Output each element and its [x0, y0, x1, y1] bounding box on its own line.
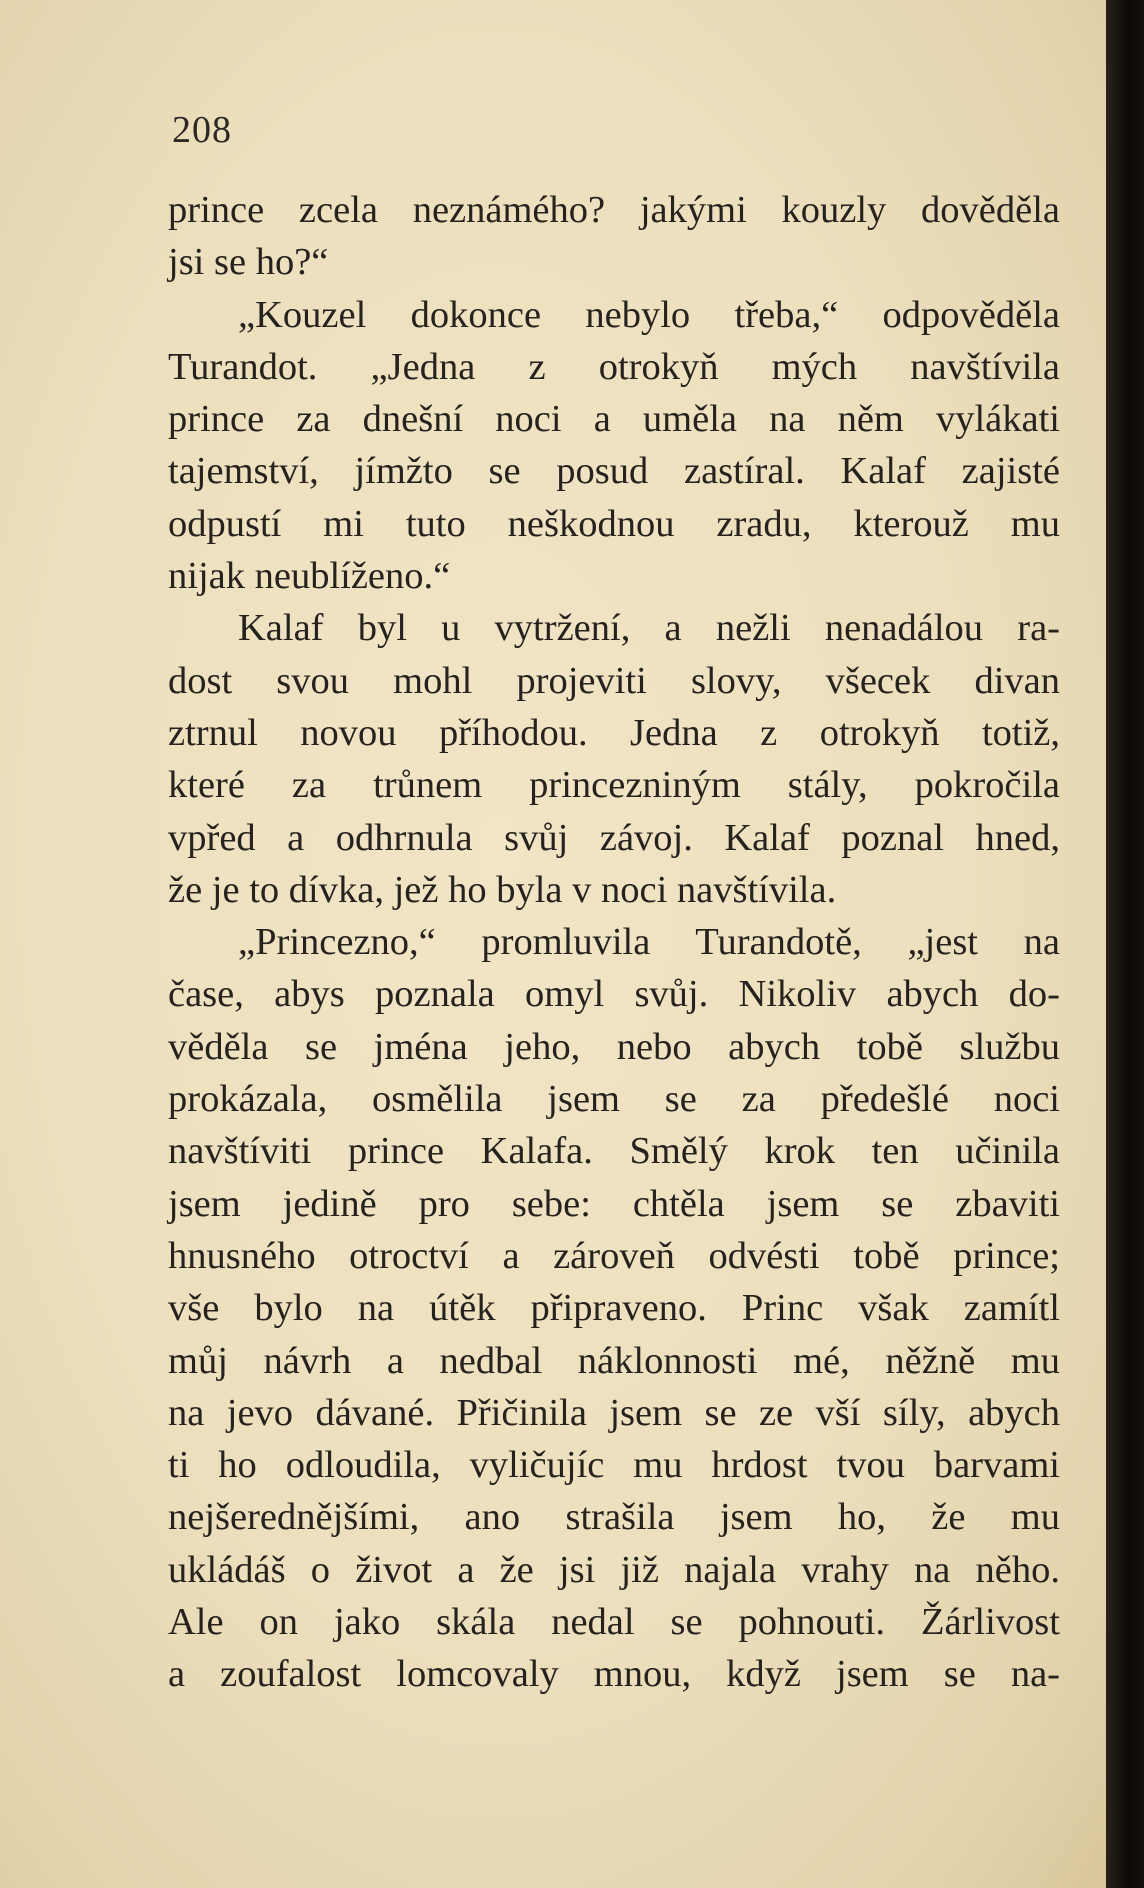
text-line: prince za dnešní noci a uměla na něm vylákati	[168, 398, 1060, 441]
text-line: vpřed a odhrnula svůj závoj. Kalaf poznal hned,	[168, 816, 1060, 859]
text-line: nijak neublíženo.“	[168, 555, 451, 598]
text-line: na jevo dávané. Přičinila jsem se ze vší síly, abych	[168, 1391, 1060, 1434]
text-line: tajemství, jímžto se posud zastíral. Kalaf zajisté	[168, 450, 1060, 493]
text-line: věděla se jména jeho, nebo abych tobě službu	[168, 1025, 1060, 1068]
text-line: můj návrh a nedbal náklonnosti mé, něžně mu	[168, 1339, 1060, 1382]
text-line: vše bylo na útěk připraveno. Princ však zamítl	[168, 1287, 1060, 1330]
text-line: Ale on jako skála nedal se pohnouti. Žárlivost	[168, 1601, 1060, 1644]
text-line: ukládáš o život a že jsi již najala vrahy na něho.	[168, 1548, 1060, 1591]
text-line: odpustí mi tuto neškodnou zradu, kterouž mu	[168, 502, 1060, 545]
text-line: dost svou mohl projeviti slovy, všecek divan	[168, 659, 1060, 702]
text-line: které za trůnem princezniným stály, pokročila	[168, 764, 1060, 807]
text-line: nejšerednějšími, ano strašila jsem ho, že mu	[168, 1496, 1060, 1539]
text-line: navštíviti prince Kalafa. Smělý krok ten učinila	[168, 1130, 1060, 1173]
text-line: Kalaf byl u vytržení, a nežli nenadálou ra-	[238, 607, 1060, 650]
body-text	[168, 184, 1060, 1701]
text-line: čase, abys poznala omyl svůj. Nikoliv abych do-	[168, 973, 1060, 1016]
text-line: že je to dívka, jež ho byla v noci navštívila.	[168, 868, 837, 911]
book-gutter	[1106, 0, 1144, 1888]
text-line: „Kouzel dokonce nebylo třeba,“ odpověděla	[238, 293, 1060, 336]
text-line: ti ho odloudila, vyličujíc mu hrdost tvou barvami	[168, 1444, 1060, 1487]
text-line: jsem jedině pro sebe: chtěla jsem se zbaviti	[168, 1182, 1060, 1225]
text-line: Turandot. „Jedna z otrokyň mých navštívila	[168, 345, 1060, 388]
text-line: prokázala, osmělila jsem se za předešlé noci	[168, 1078, 1060, 1121]
page-number: 208	[172, 109, 232, 151]
text-line: prince zcela neznámého? jakými kouzly dověděla	[168, 189, 1060, 231]
text-line: hnusného otroctví a zároveň odvésti tobě prince;	[168, 1234, 1060, 1277]
text-line: jsi se ho?“	[168, 241, 329, 284]
text-line: a zoufalost lomcovaly mnou, když jsem se na-	[168, 1653, 1060, 1696]
text-line: ztrnul novou příhodou. Jedna z otrokyň totiž,	[168, 711, 1060, 754]
text-line: „Princezno,“ promluvila Turandotě, „jest na	[238, 921, 1060, 964]
